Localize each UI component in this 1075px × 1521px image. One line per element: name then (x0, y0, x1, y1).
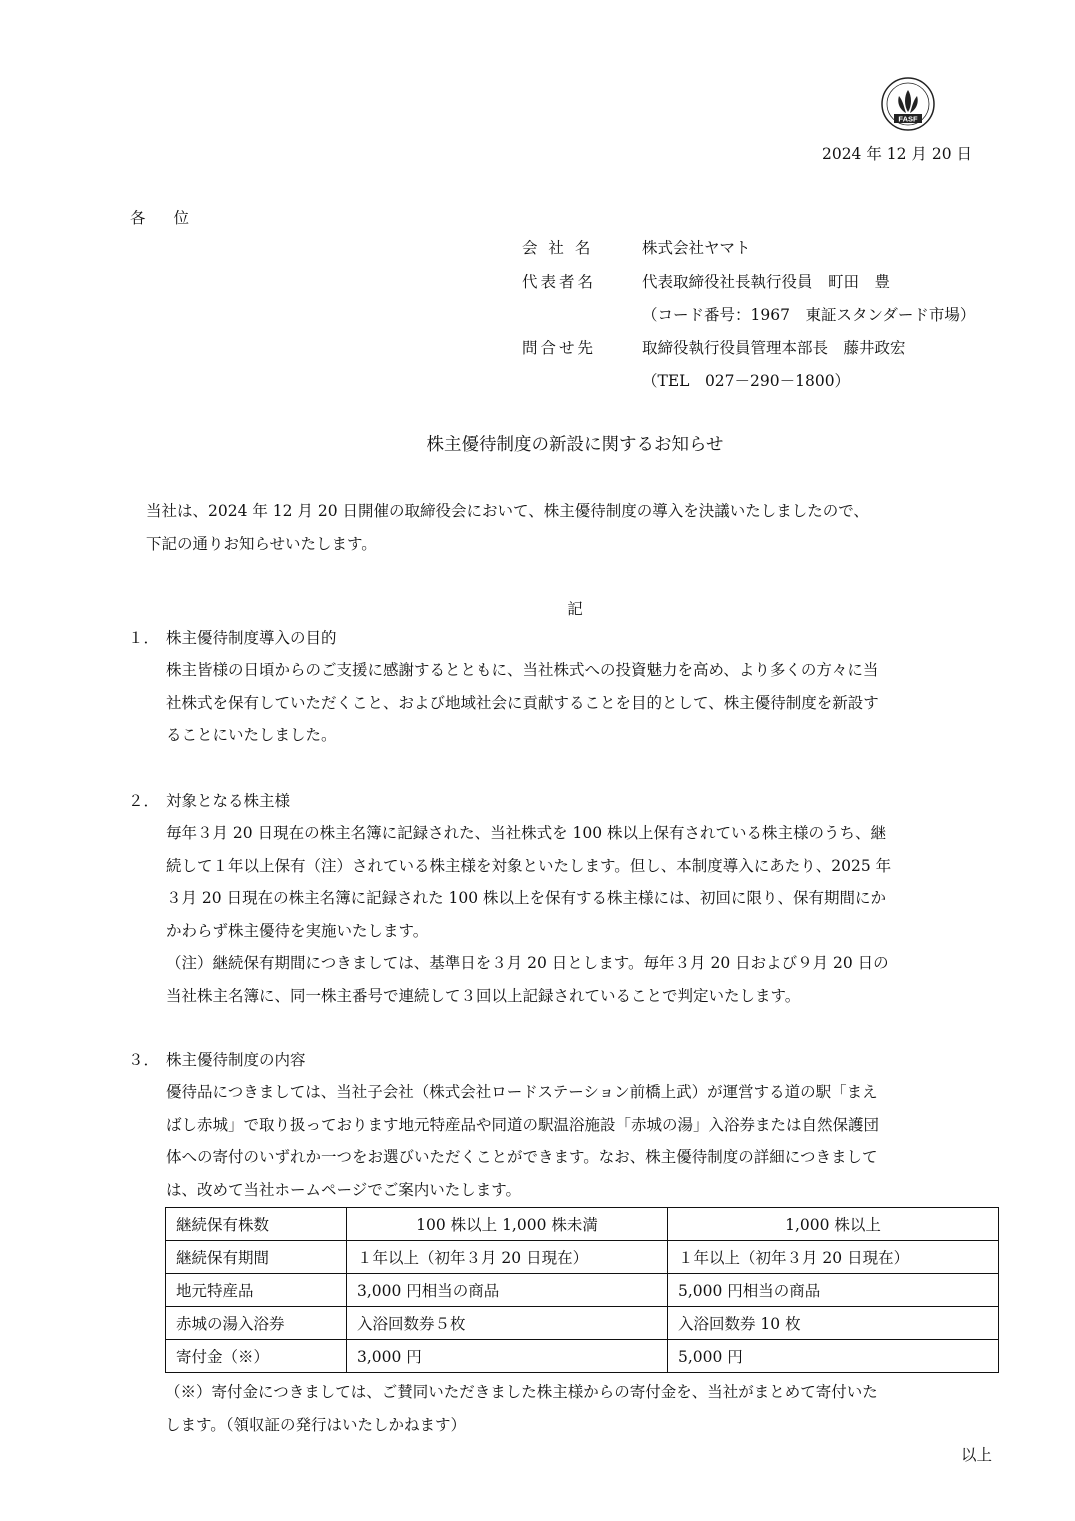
note-line: します。（領収証の発行はいたしかねます） (165, 1416, 467, 1434)
perk-table (165, 1207, 999, 1373)
section-title: 対象となる株主様 (166, 792, 291, 810)
body-line: は、改めて当社ホームページでご案内いたします。 (166, 1180, 521, 1199)
section-perk-details (128, 1044, 998, 1206)
body-line: ばし赤城」で取り扱っております地元特産品や同道の駅温浴施設「赤城の湯」入浴券または自然保護団 (166, 1115, 880, 1134)
section-purpose (128, 622, 998, 752)
table-cell: 赤城の湯入浴券 (166, 1307, 347, 1340)
info-value: （TEL 027－290－1800） (642, 372, 851, 390)
body-line: ３月 20 日現在の株主名簿に記録された 100 株以上を保有する株主様には、初回に限り、保有期間にか (166, 889, 887, 907)
table-cell: 3,000 円相当の商品 (347, 1274, 668, 1307)
table-row (166, 1208, 999, 1241)
closing-mark: 以上 (960, 1446, 992, 1464)
section-body (166, 1076, 998, 1206)
note-line: （※）寄付金につきましては、ご賛同いただきました株主様からの寄付金を、当社がまとめて寄付いた (165, 1383, 878, 1401)
table-cell: 寄付金（※） (166, 1340, 347, 1373)
note-line: 当社株主名簿に、同一株主番号で連続して３回以上記録されていることで判定いたします。 (166, 986, 801, 1005)
body-line: 体への寄付のいずれか一つをお選びいただくことができます。なお、株主優待制度の詳細につきまして (166, 1148, 878, 1166)
ki-heading: 記 (567, 600, 583, 618)
fasf-seal-logo (880, 76, 936, 132)
info-value: 株式会社ヤマト (642, 239, 751, 257)
table-cell: １年以上（初年３月 20 日現在） (668, 1241, 999, 1274)
info-label: 問合せ先 (522, 339, 597, 357)
table-cell: 入浴回数券 10 枚 (668, 1307, 999, 1340)
addressee: 各位 (130, 209, 218, 227)
table-row (166, 1241, 999, 1274)
table-cell: 入浴回数券５枚 (347, 1307, 668, 1340)
info-row-tel (522, 369, 850, 391)
intro-line: 下記の通りお知らせいたします。 (146, 535, 377, 553)
section-number: ２． (128, 792, 160, 810)
section-eligible-shareholders (128, 785, 998, 1012)
body-line: 株主皆様の日頃からのご支援に感謝するとともに、当社株式への投資魅力を高め、より多くの方々に当 (166, 661, 879, 679)
body-line: ることにいたしました。 (166, 726, 337, 744)
body-line: 毎年３月 20 日現在の株主名簿に記録された、当社株式を 100 株以上保有されている株主様のうち、継 (166, 824, 887, 842)
section-title: 株主優待制度導入の目的 (166, 629, 337, 647)
info-row-representative (522, 270, 890, 292)
body-line: 社株式を保有していただくこと、および地域社会に貢献することを目的として、株主優待制度を新設す (166, 693, 879, 712)
document-date: 2024 年 12 月 20 日 (821, 145, 972, 163)
intro-line: 当社は、2024 年 12 月 20 日開催の取締役会において、株主優待制度の導入を決議いたしましたので、 (146, 502, 869, 520)
table-row (166, 1307, 999, 1340)
note-line: （注）継続保有期間につきましては、基準日を３月 20 日とします。毎年３月 20 日および９月 20 日の (166, 954, 889, 972)
intro-paragraph (146, 495, 986, 561)
document-title: 株主優待制度の新設に関するお知らせ (426, 435, 724, 455)
section-body (166, 817, 998, 947)
info-label: 会 社 名 (522, 239, 594, 257)
info-value: 代表取締役社長執行役員 町田 豊 (642, 273, 891, 291)
section-number: ３． (128, 1051, 160, 1069)
table-cell: 地元特産品 (166, 1274, 347, 1307)
body-line: かわらず株主優待を実施いたします。 (166, 921, 429, 940)
section-body (166, 654, 998, 752)
table-row (166, 1274, 999, 1307)
info-label: 代表者名 (522, 273, 597, 291)
table-cell: 継続保有株数 (166, 1208, 347, 1241)
section-heading (128, 1044, 998, 1076)
table-cell: 3,000 円 (347, 1340, 668, 1373)
section-heading (128, 785, 998, 817)
info-row-company (522, 236, 751, 258)
info-row-contact (522, 336, 906, 358)
section-note (166, 947, 998, 1012)
section-title: 株主優待制度の内容 (166, 1051, 306, 1069)
table-cell: 5,000 円 (668, 1340, 999, 1373)
table-cell: 100 株以上 1,000 株未満 (347, 1208, 668, 1241)
section-number: １． (128, 629, 160, 647)
body-line: 続して１年以上保有（注）されている株主様を対象といたします。但し、本制度導入にあたり、2025 年 (166, 856, 892, 875)
table-row (166, 1340, 999, 1373)
table-cell: 1,000 株以上 (668, 1208, 999, 1241)
table-note (165, 1376, 999, 1442)
section-heading (128, 622, 998, 654)
table-cell: 継続保有期間 (166, 1241, 347, 1274)
info-value: 取締役執行役員管理本部長 藤井政宏 (642, 339, 906, 357)
info-value: （コード番号：1967 東証スタンダード市場） (642, 306, 976, 324)
logo-text: FASF (898, 114, 918, 124)
body-line: 優待品につきましては、当社子会社（株式会社ロードステーション前橋上武）が運営する道の駅「まえ (166, 1083, 878, 1101)
table-cell: 5,000 円相当の商品 (668, 1274, 999, 1307)
info-row-code (522, 303, 975, 325)
table-cell: １年以上（初年３月 20 日現在） (347, 1241, 668, 1274)
